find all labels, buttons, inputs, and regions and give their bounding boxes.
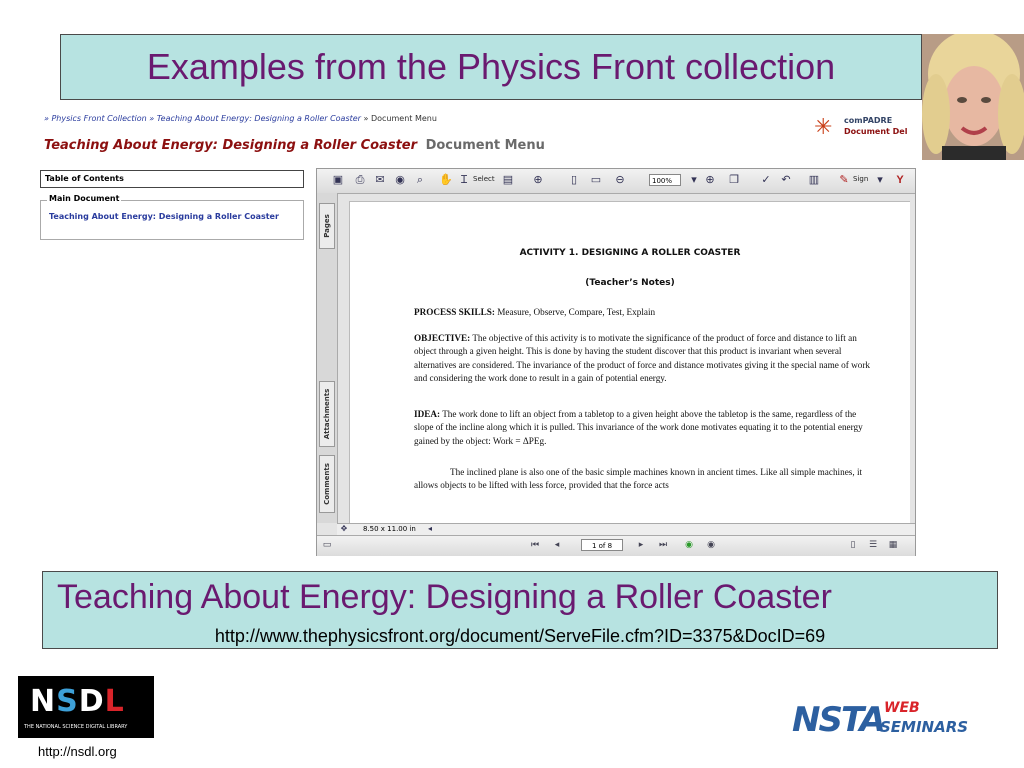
zoom-dropdown-icon[interactable]: ▾ bbox=[691, 174, 697, 186]
slide-title-box bbox=[60, 34, 922, 100]
slide-title: Examples from the Physics Front collection bbox=[146, 46, 836, 87]
tab-attachments[interactable]: Attachments bbox=[319, 381, 335, 447]
sign-pen-icon[interactable]: ✎ bbox=[839, 174, 849, 186]
nsta-letters: NSTA bbox=[792, 700, 884, 740]
select-label[interactable]: Select bbox=[473, 175, 495, 183]
back-view-icon[interactable]: ◉ bbox=[685, 540, 693, 550]
acrobat-icon[interactable]: Y bbox=[896, 174, 904, 186]
sign-label[interactable]: Sign bbox=[853, 175, 869, 183]
inclined-plane-paragraph: The inclined plane is also one of the basic simple machines known in ancient times. Like all simple machines, it allows objects to be lifted with less force, provided that the force acts bbox=[414, 467, 863, 491]
breadcrumb-item[interactable]: » Teaching About Energy: Designing a Roller Coaster bbox=[149, 114, 361, 123]
page-nav-icon[interactable]: ✥ bbox=[340, 524, 348, 533]
idea-paragraph bbox=[414, 408, 874, 448]
tab-pages[interactable]: Pages bbox=[319, 203, 335, 249]
document-title bbox=[44, 138, 545, 153]
process-skills-label: PROCESS SKILLS: bbox=[414, 307, 495, 317]
breadcrumb-current: » Document Menu bbox=[363, 114, 437, 123]
pdf-statusbar bbox=[317, 535, 915, 556]
page-size-label: 8.50 x 11.00 in bbox=[363, 525, 416, 533]
undo-icon[interactable]: ↶ bbox=[781, 174, 791, 186]
save-icon[interactable]: ▣ bbox=[332, 174, 344, 186]
last-page-icon[interactable]: ⏭ bbox=[658, 540, 668, 550]
document-title-suffix: Document Menu bbox=[425, 138, 545, 153]
next-page-icon[interactable]: ▸ bbox=[638, 540, 644, 550]
single-page-icon[interactable]: ▯ bbox=[850, 540, 856, 550]
nsdl-url[interactable]: http://nsdl.org bbox=[38, 744, 117, 759]
breadcrumb-item[interactable]: » Physics Front Collection bbox=[44, 114, 147, 123]
print-icon[interactable]: ⎙ bbox=[355, 174, 365, 186]
paste-icon[interactable]: ▥ bbox=[808, 174, 820, 186]
tab-comments[interactable]: Comments bbox=[319, 455, 335, 513]
nsdl-letters: NSDL bbox=[30, 684, 125, 719]
nsdl-tagline: THE NATIONAL SCIENCE DIGITAL LIBRARY bbox=[24, 724, 128, 730]
compadre-subtitle: Document Del bbox=[844, 127, 908, 136]
hand-tool-icon[interactable]: ✋ bbox=[439, 174, 453, 186]
sign-dropdown-icon[interactable]: ▾ bbox=[877, 174, 883, 186]
activity-title: ACTIVITY 1. DESIGNING A ROLLER COASTER bbox=[519, 248, 741, 258]
nsdl-logo bbox=[18, 676, 154, 738]
main-document-legend: Main Document bbox=[49, 194, 120, 203]
scroll-left-icon[interactable]: ◂ bbox=[427, 524, 432, 533]
presenter-photo bbox=[922, 34, 1024, 160]
previous-page-icon[interactable]: ◂ bbox=[554, 540, 560, 550]
forward-view-icon[interactable]: ◉ bbox=[707, 540, 715, 550]
resource-title: Teaching About Energy: Designing a Roller Coaster bbox=[57, 578, 832, 616]
page-number-field[interactable]: 1 of 8 bbox=[581, 539, 623, 551]
compadre-star-icon: ✳ bbox=[814, 114, 833, 139]
teacher-notes-subtitle: (Teacher’s Notes) bbox=[585, 278, 675, 288]
idea-label: IDEA: bbox=[414, 409, 441, 419]
zoom-out-icon[interactable]: ⊖ bbox=[615, 174, 625, 186]
idea-text: The work done to lift an object from a tabletop to a given height above the tabletop is the same, regardless of the slope of the incline along which it is pulled. This invariance of the work done motivates equating it to the potential energy gained by the object: Work = ΔPEg. bbox=[414, 409, 863, 446]
fit-width-icon[interactable]: ▭ bbox=[590, 174, 602, 186]
process-skills-paragraph bbox=[414, 306, 874, 319]
facing-pages-icon[interactable]: ▦ bbox=[888, 540, 898, 550]
nsta-seminars: SEMINARS bbox=[880, 718, 969, 736]
collaborate-icon[interactable]: ◉ bbox=[395, 174, 405, 186]
nsta-web-seminars-logo bbox=[792, 694, 1002, 754]
find-icon[interactable]: ⌕ bbox=[416, 174, 424, 186]
process-skills-text: Measure, Observe, Compare, Test, Explain bbox=[497, 307, 656, 317]
objective-label: OBJECTIVE: bbox=[414, 333, 471, 343]
continuous-icon[interactable]: ☰ bbox=[868, 540, 878, 550]
table-of-contents-header: Table of Contents bbox=[40, 170, 304, 188]
pdf-page bbox=[349, 201, 910, 532]
zoom-plus-icon[interactable]: ⊕ bbox=[705, 174, 715, 186]
resource-link-box bbox=[42, 571, 998, 649]
main-document-link[interactable]: Teaching About Energy: Designing a Roller Coaster bbox=[49, 212, 279, 221]
pdf-viewer bbox=[316, 168, 916, 556]
zoom-level-field[interactable]: 100% bbox=[649, 174, 681, 186]
compadre-name: comPADRE bbox=[844, 116, 893, 125]
spellcheck-icon[interactable]: ✓ bbox=[761, 174, 771, 186]
pages-icon[interactable]: ❐ bbox=[729, 174, 739, 186]
zoom-in-icon[interactable]: ⊕ bbox=[533, 174, 543, 186]
side-panel-tabs bbox=[317, 193, 338, 523]
select-tool-icon[interactable]: Ɪ bbox=[460, 174, 468, 186]
document-title-main: Teaching About Energy: Designing a Roller Coaster bbox=[44, 138, 418, 153]
email-icon[interactable]: ✉ bbox=[375, 174, 385, 186]
first-page-icon[interactable]: ⏮ bbox=[530, 540, 540, 550]
website-screenshot bbox=[36, 108, 916, 558]
panel-toggle-icon[interactable]: ▭ bbox=[322, 540, 332, 550]
objective-paragraph bbox=[414, 332, 874, 385]
fit-page-icon[interactable]: ▯ bbox=[570, 174, 578, 186]
compadre-logo bbox=[814, 112, 924, 142]
breadcrumb bbox=[44, 114, 437, 123]
nsta-web: WEB bbox=[884, 700, 920, 716]
pdf-toolbar bbox=[317, 169, 915, 194]
main-document-group bbox=[40, 194, 304, 240]
objective-text: The objective of this activity is to motivate the significance of the product of force and distance to lift an object through a given height. This is done by having the student discover that this product is invariant when several alternatives are considered. The invariance of the product of force and distance motivates giving it the special name of work and considering the work done to result in a gain of potential energy. bbox=[414, 333, 870, 383]
snapshot-icon[interactable]: ▤ bbox=[502, 174, 514, 186]
resource-url[interactable]: http://www.thephysicsfront.org/document/ServeFile.cfm?ID=3375&DocID=69 bbox=[214, 626, 826, 646]
